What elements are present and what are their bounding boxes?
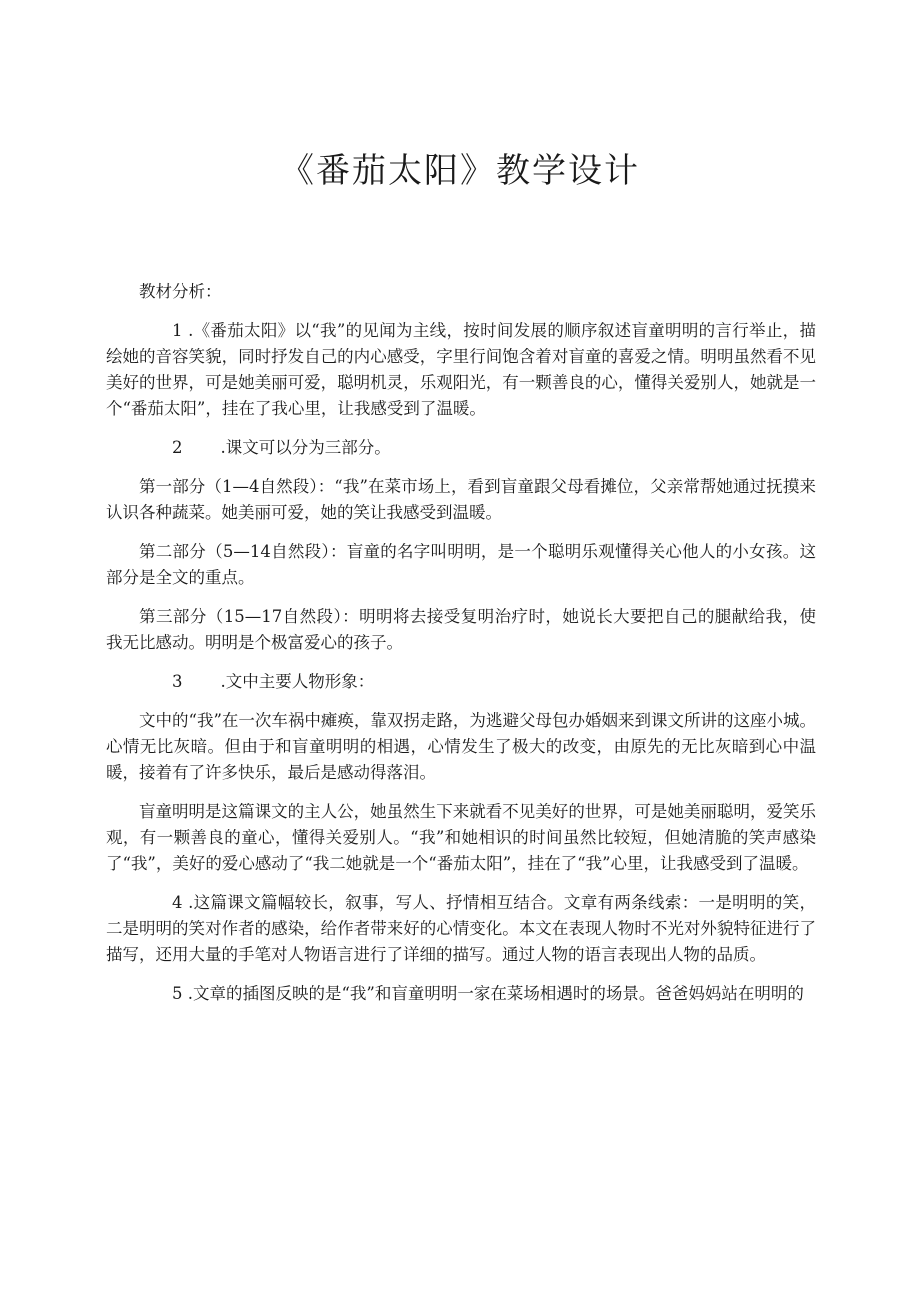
character-me-paragraph: 文中的“我”在一次车祸中瘫痪，靠双拐走路，为逃避父母包办婚姻来到课文所讲的这座小城。心情无比灰暗。但由于和盲童明明的相遇，心情发生了极大的改变，由原先的无比灰暗到心中温暖，接着有了许多快乐，最后是感动得落泪。: [106, 711, 816, 782]
item-2-paragraph: [106, 435, 816, 461]
item-5-paragraph: [106, 981, 816, 1007]
section-heading: 教材分析：: [139, 282, 222, 301]
part-1-paragraph: 第一部分（1—4自然段）：“我”在菜市场上，看到盲童跟父母看摊位，父亲常帮她通过抚摸来认识各种蔬菜。她美丽可爱，她的笑让我感受到温暖。: [106, 477, 816, 522]
item-2-number: 2: [172, 438, 183, 457]
item-3-number: 3: [172, 672, 183, 691]
item-4-text: .这篇课文篇幅较长，叙事，写人、抒情相互结合。文章有两条线索：一是明明的笑，二是明明的笑对作者的感染，给作者带来好的心情变化。本文在表现人物时不光对外貌特征进行了描写，还用大量的手笔对人物语言进行了详细的描写。通过人物的语言表现出人物的品质。: [106, 893, 816, 964]
part-2-paragraph: 第二部分（5—14自然段）：盲童的名字叫明明，是一个聪明乐观懂得关心他人的小女孩。这部分是全文的重点。: [106, 542, 816, 587]
character-mingming-paragraph: 盲童明明是这篇课文的主人公，她虽然生下来就看不见美好的世界，可是她美丽聪明，爱笑乐观，有一颗善良的童心，懂得关爱别人。“我”和她相识的时间虽然比较短，但她清脆的笑声感染了“我”，美好的爱心感动了“我二她就是一个“番茄太阳”，挂在了“我”心里，让我感受到了温暖。: [106, 802, 816, 873]
item-3-text: .文中主要人物形象：: [220, 672, 375, 691]
item-4-number: 4: [172, 893, 183, 912]
item-1-number: 1: [172, 321, 183, 340]
item-3-paragraph: [106, 669, 816, 695]
document-title: 《番茄太阳》教学设计: [280, 151, 640, 191]
item-1-paragraph: [106, 318, 816, 422]
item-5-number: 5: [172, 984, 183, 1003]
item-5-text: .文章的插图反映的是“我”和盲童明明一家在菜场相遇时的场景。爸爸妈妈站在明明的: [187, 984, 804, 1003]
item-2-text: .课文可以分为三部分。: [220, 438, 391, 457]
item-1-text: .《番茄太阳》以“我”的见闻为主线，按时间发展的顺序叙述盲童明明的言行举止，描绘她的音容笑貌，同时抒发自己的内心感受，字里行间饱含着对盲童的喜爱之情。明明虽然看不见美好的世界，可是她美丽可爱，聪明机灵，乐观阳光，有一颗善良的心，懂得关爱别人，她就是一个“番茄太阳”，挂在了我心里，让我感受到了温暖。: [106, 321, 816, 418]
part-3-paragraph: 第三部分（15—17自然段）：明明将去接受复明治疗时，她说长大要把自己的腿献给我，使我无比感动。明明是个极富爱心的孩子。: [106, 607, 816, 652]
document-body: [106, 279, 816, 1020]
item-4-paragraph: [106, 890, 816, 968]
